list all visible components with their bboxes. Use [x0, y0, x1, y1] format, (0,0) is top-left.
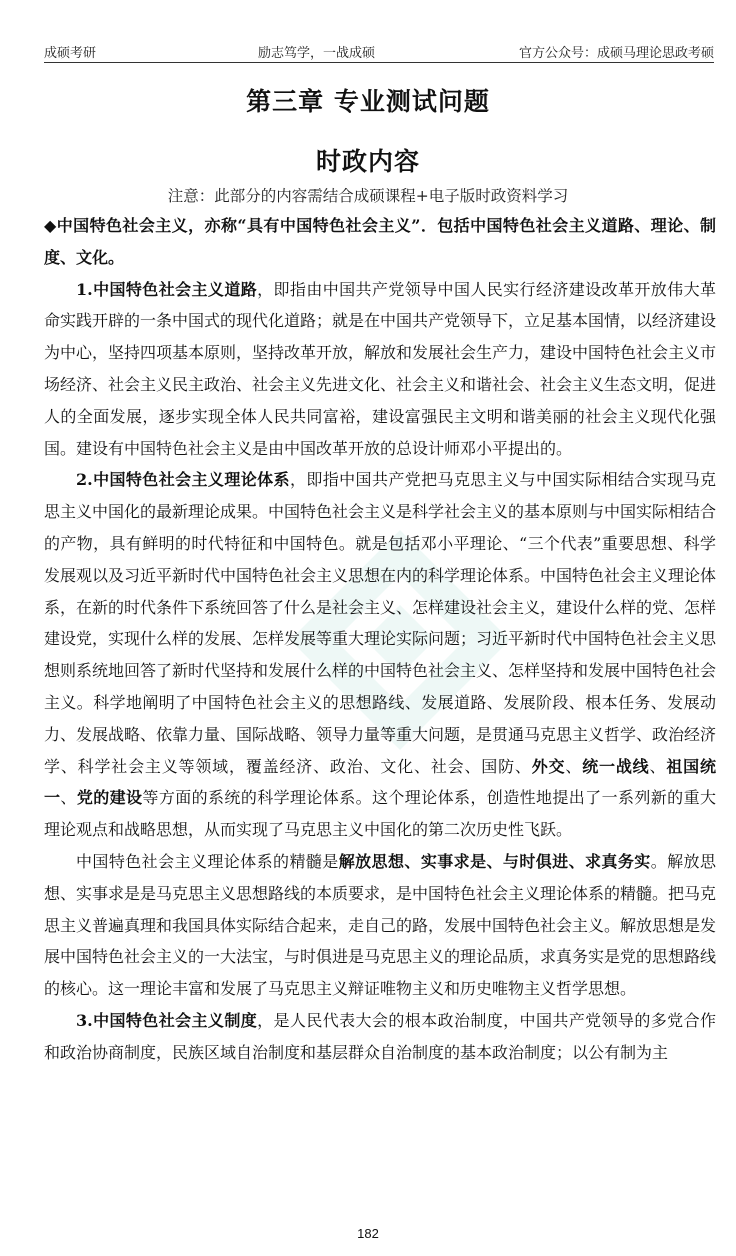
header-left-text: 成硕考研	[44, 46, 97, 61]
separator: 、	[649, 756, 667, 776]
page-header	[44, 40, 714, 63]
paragraph-theory-text: ，即指中国共产党把马克思主义与中国实际相结合实现马克思主义中国化的最新理论成果。中国特色社会主义是科学社会主义的基本原则与中国实际相结合的产物，具有鲜明的时代特征和中国特色。就是包括邓小平理论、“三个代表”重要思想、科学发展观以及习近平新时代中国特色社会主义思想在内的科学理论体系。中国特色社会主义理论体系，在新的时代条件下系统回答了什么是社会主义、怎样建设社会主义，建设什么样的党、怎样建设党，实现什么样的发展、怎样发展等重大理论实际问题；习近平新时代中国特色社会主义思想则系统地回答了新时代坚持和发展什么样的中国特色社会主义、怎样坚持和发展中国特色社会主义。科学地阐明了中国特色社会主义的思想路线、发展道路、发展阶段、根本任务、发展动力、发展战略、依靠力量、国际战略、领导力量等重大问题，是贯通马克思主义哲学、政治经济学、科学社会主义等领域，覆盖经济、政治、文化、社会、国防、	[44, 470, 717, 776]
paragraph-road	[44, 274, 716, 465]
paragraph-theory-heading: 2.中国特色社会主义理论体系	[76, 470, 290, 490]
bold-term-reunification: 祖国统一	[44, 756, 716, 808]
paragraph-system-text: ，是人民代表大会的根本政治制度，中国共产党领导的多党合作和政治协商制度，民族区域自治制度和基层群众自治制度的基本政治制度；以公有制为主	[44, 1010, 716, 1062]
paragraph-essence	[44, 846, 716, 1005]
page-number: 182	[357, 1226, 379, 1241]
paragraph-road-heading: 1.中国特色社会主义道路	[76, 279, 258, 299]
paragraph-essence-text-end: 。解放思想、实事求是是马克思主义思想路线的本质要求，是中国特色社会主义理论体系的精髓。把马克思主义普遍真理和我国具体实际结合起来，走自己的路，发展中国特色社会主义。解放思想是发展中国特色社会主义的一大法宝，与时俱进是马克思主义的理论品质，求真务实是党的思想路线的核心。这一理论丰富和发展了马克思主义辩证唯物主义和历史唯物主义哲学思想。	[44, 851, 717, 999]
paragraph-road-text: ，即指由中国共产党领导中国人民实行经济建设改革开放伟大革命实践开辟的一条中国式的现代化道路；就是在中国共产党领导下，立足基本国情，以经济建设为中心，坚持四项基本原则，坚持改革开放，解放和发展社会生产力，建设中国特色社会主义市场经济、社会主义民主政治、社会主义先进文化、社会主义和谐社会、社会主义生态文明，促进人的全面发展，逐步实现全体人民共同富裕，建设富强民主文明和谐美丽的社会主义现代化强国。建设有中国特色社会主义是由中国改革开放的总设计师邓小平提出的。	[44, 279, 717, 458]
bold-term-diplomacy: 外交	[531, 756, 566, 776]
paragraph-theory-text-end: 等方面的系统的科学理论体系。这个理论体系，创造性地提出了一系列新的重大理论观点和战略思想，从而实现了马克思主义中国化的第二次历史性飞跃。	[44, 788, 716, 840]
separator: 、	[60, 788, 77, 808]
header-middle-text: 励志笃学，一战成硕	[258, 46, 376, 61]
study-note: 注意：此部分的内容需结合成硕课程+电子版时政资料学习	[167, 187, 569, 205]
bullet-text: 中国特色社会主义，亦称“具有中国特色社会主义”．包括中国特色社会主义道路、理论、制度、文化。	[44, 216, 716, 267]
bold-term-united-front: 统一战线	[582, 756, 650, 776]
header-right-text: 官方公众号：成硕马理论思政考硕	[518, 46, 714, 61]
section-title: 时政内容	[315, 147, 420, 176]
paragraph-system	[44, 1005, 716, 1069]
paragraph-system-heading: 3.中国特色社会主义制度	[76, 1010, 258, 1030]
bullet-paragraph	[44, 210, 716, 274]
bold-term-party-building: 党的建设	[76, 788, 143, 808]
paragraph-theory	[44, 464, 716, 846]
separator: 、	[565, 756, 583, 776]
diamond-bullet-icon: ◆	[44, 216, 57, 235]
paragraph-essence-bold: 解放思想、实事求是、与时俱进、求真务实	[338, 851, 651, 871]
main-content	[44, 210, 716, 1069]
paragraph-essence-text: 中国特色社会主义理论体系的精髓是	[76, 851, 339, 871]
chapter-title: 第三章 专业测试问题	[246, 87, 490, 116]
